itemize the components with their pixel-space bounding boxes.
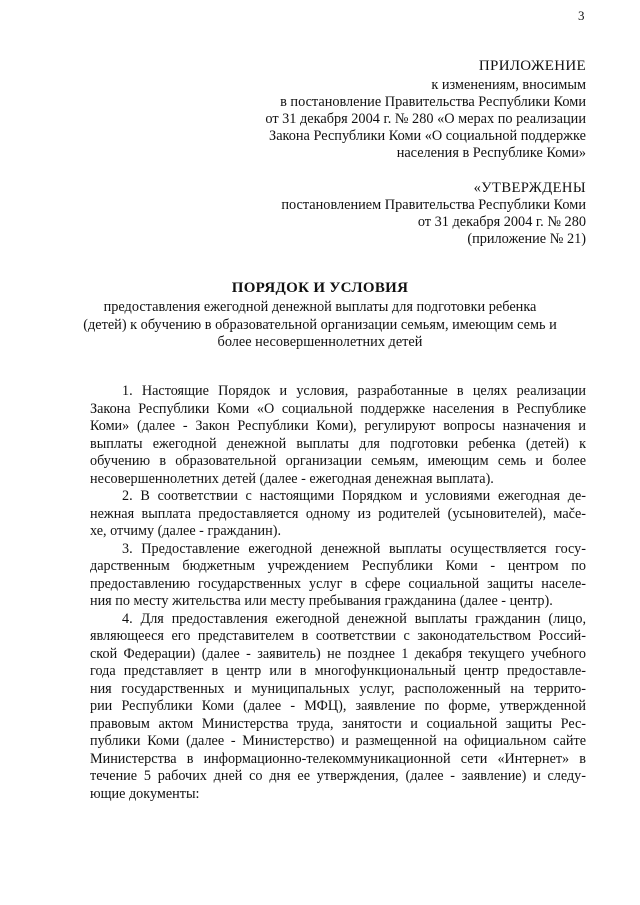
- paragraph-line: ния по месту жительства или месту пребывания гражданина (далее - центр).: [90, 593, 553, 609]
- paragraph-line: Коми» (далее - Закон Республики Коми), регулируют вопросы назначения и: [90, 418, 586, 434]
- paragraph-line: 3. Предоставление ежегодной денежной выплаты осуществляется госу-: [122, 540, 586, 557]
- appendix-line: в постановление Правительства Республики Коми: [280, 94, 586, 110]
- paragraph-line: года представляет в центр или в многофункциональный центр предоставле-: [90, 663, 586, 679]
- subtitle-line: более несовершеннолетних детей: [217, 334, 423, 350]
- page-number: 3: [578, 8, 585, 23]
- approved-line: (приложение № 21): [467, 231, 586, 247]
- paragraph-line: рии Республики Коми (далее - МФЦ), заявление по форме, утвержденной: [90, 698, 586, 714]
- paragraph-line: несовершеннолетних детей (далее - ежегодная денежная выплата).: [90, 470, 494, 487]
- appendix-line: Закона Республики Коми «О социальной поддержке: [269, 128, 586, 144]
- document-body: [90, 383, 586, 803]
- paragraph-line: Закона Республики Коми «О социальной поддержке населения в Республике: [90, 400, 586, 417]
- approved-block: [281, 180, 586, 248]
- approved-heading: «УТВЕРЖДЕНЫ: [473, 180, 586, 196]
- paragraph-line: 2. В соответствии с настоящими Порядком и условиями ежегодная де-: [122, 488, 586, 504]
- paragraph-line: дарственным бюджетным учреждением Республики Коми - центром по: [90, 558, 586, 574]
- appendix-line: населения в Республике Коми»: [396, 145, 586, 161]
- paragraph-line: предоставлению государственных услуг в сфере социальной защиты населе-: [90, 575, 586, 592]
- paragraph-line: ской Федерации) (далее - заявитель) не позднее 1 декабря текущего учебного: [90, 645, 586, 662]
- paragraph-4: [90, 611, 586, 804]
- paragraph-3: [90, 541, 586, 611]
- approved-line: от 31 декабря 2004 г. № 280: [417, 214, 586, 230]
- document-subtitle: [0, 299, 640, 352]
- appendix-line: от 31 декабря 2004 г. № 280 «О мерах по реализации: [265, 111, 586, 127]
- paragraph-line: хе, отчиму (далее - гражданин).: [90, 523, 282, 539]
- paragraph-line: 1. Настоящие Порядок и условия, разработанные в целях реализации: [122, 383, 586, 399]
- paragraph-line: публики Коми (далее - Министерство) и размещенной на официальном сайте: [90, 733, 586, 749]
- paragraph-line: течение 5 рабочих дней со дня ее утверждения, (далее - заявление) и следу-: [90, 768, 586, 784]
- paragraph-line: обучению в образовательной организации семьям, имеющим семь и более: [90, 453, 586, 469]
- paragraph-line: нежная выплата предоставляется одному из родителей (усыновителей), мače-: [90, 505, 586, 522]
- subtitle-line: предоставления ежегодной денежной выплаты для подготовки ребенка: [103, 299, 537, 315]
- paragraph-1: [90, 383, 586, 488]
- appendix-heading: ПРИЛОЖЕНИЕ: [478, 58, 586, 74]
- approved-line: постановлением Правительства Республики Коми: [281, 197, 586, 213]
- appendix-line: к изменениям, вносимым: [431, 77, 586, 93]
- paragraph-line: выплаты ежегодной денежной выплаты для подготовки ребенка (детей) к: [90, 435, 586, 452]
- paragraph-line: ющие документы:: [90, 785, 200, 802]
- paragraph-line: ния государственных и муниципальных услуг, расположенный на террито-: [90, 680, 586, 697]
- paragraph-line: являющееся его представителем в соответствии с законодательством Россий-: [90, 628, 586, 644]
- paragraph-line: 4. Для предоставления ежегодной денежной выплаты гражданин (лицо,: [122, 610, 586, 627]
- document-title: ПОРЯДОК И УСЛОВИЯ: [231, 280, 409, 296]
- subtitle-line: (детей) к обучению в образовательной организации семьям, имеющим семь и: [83, 316, 557, 333]
- appendix-block: [265, 58, 586, 162]
- paragraph-2: [90, 488, 586, 541]
- paragraph-line: правовым актом Министерства труда, занятости и социальной защиты Рес-: [90, 715, 586, 732]
- paragraph-line: Министерства в информационно-телекоммуникационной сети «Интернет» в: [90, 750, 586, 767]
